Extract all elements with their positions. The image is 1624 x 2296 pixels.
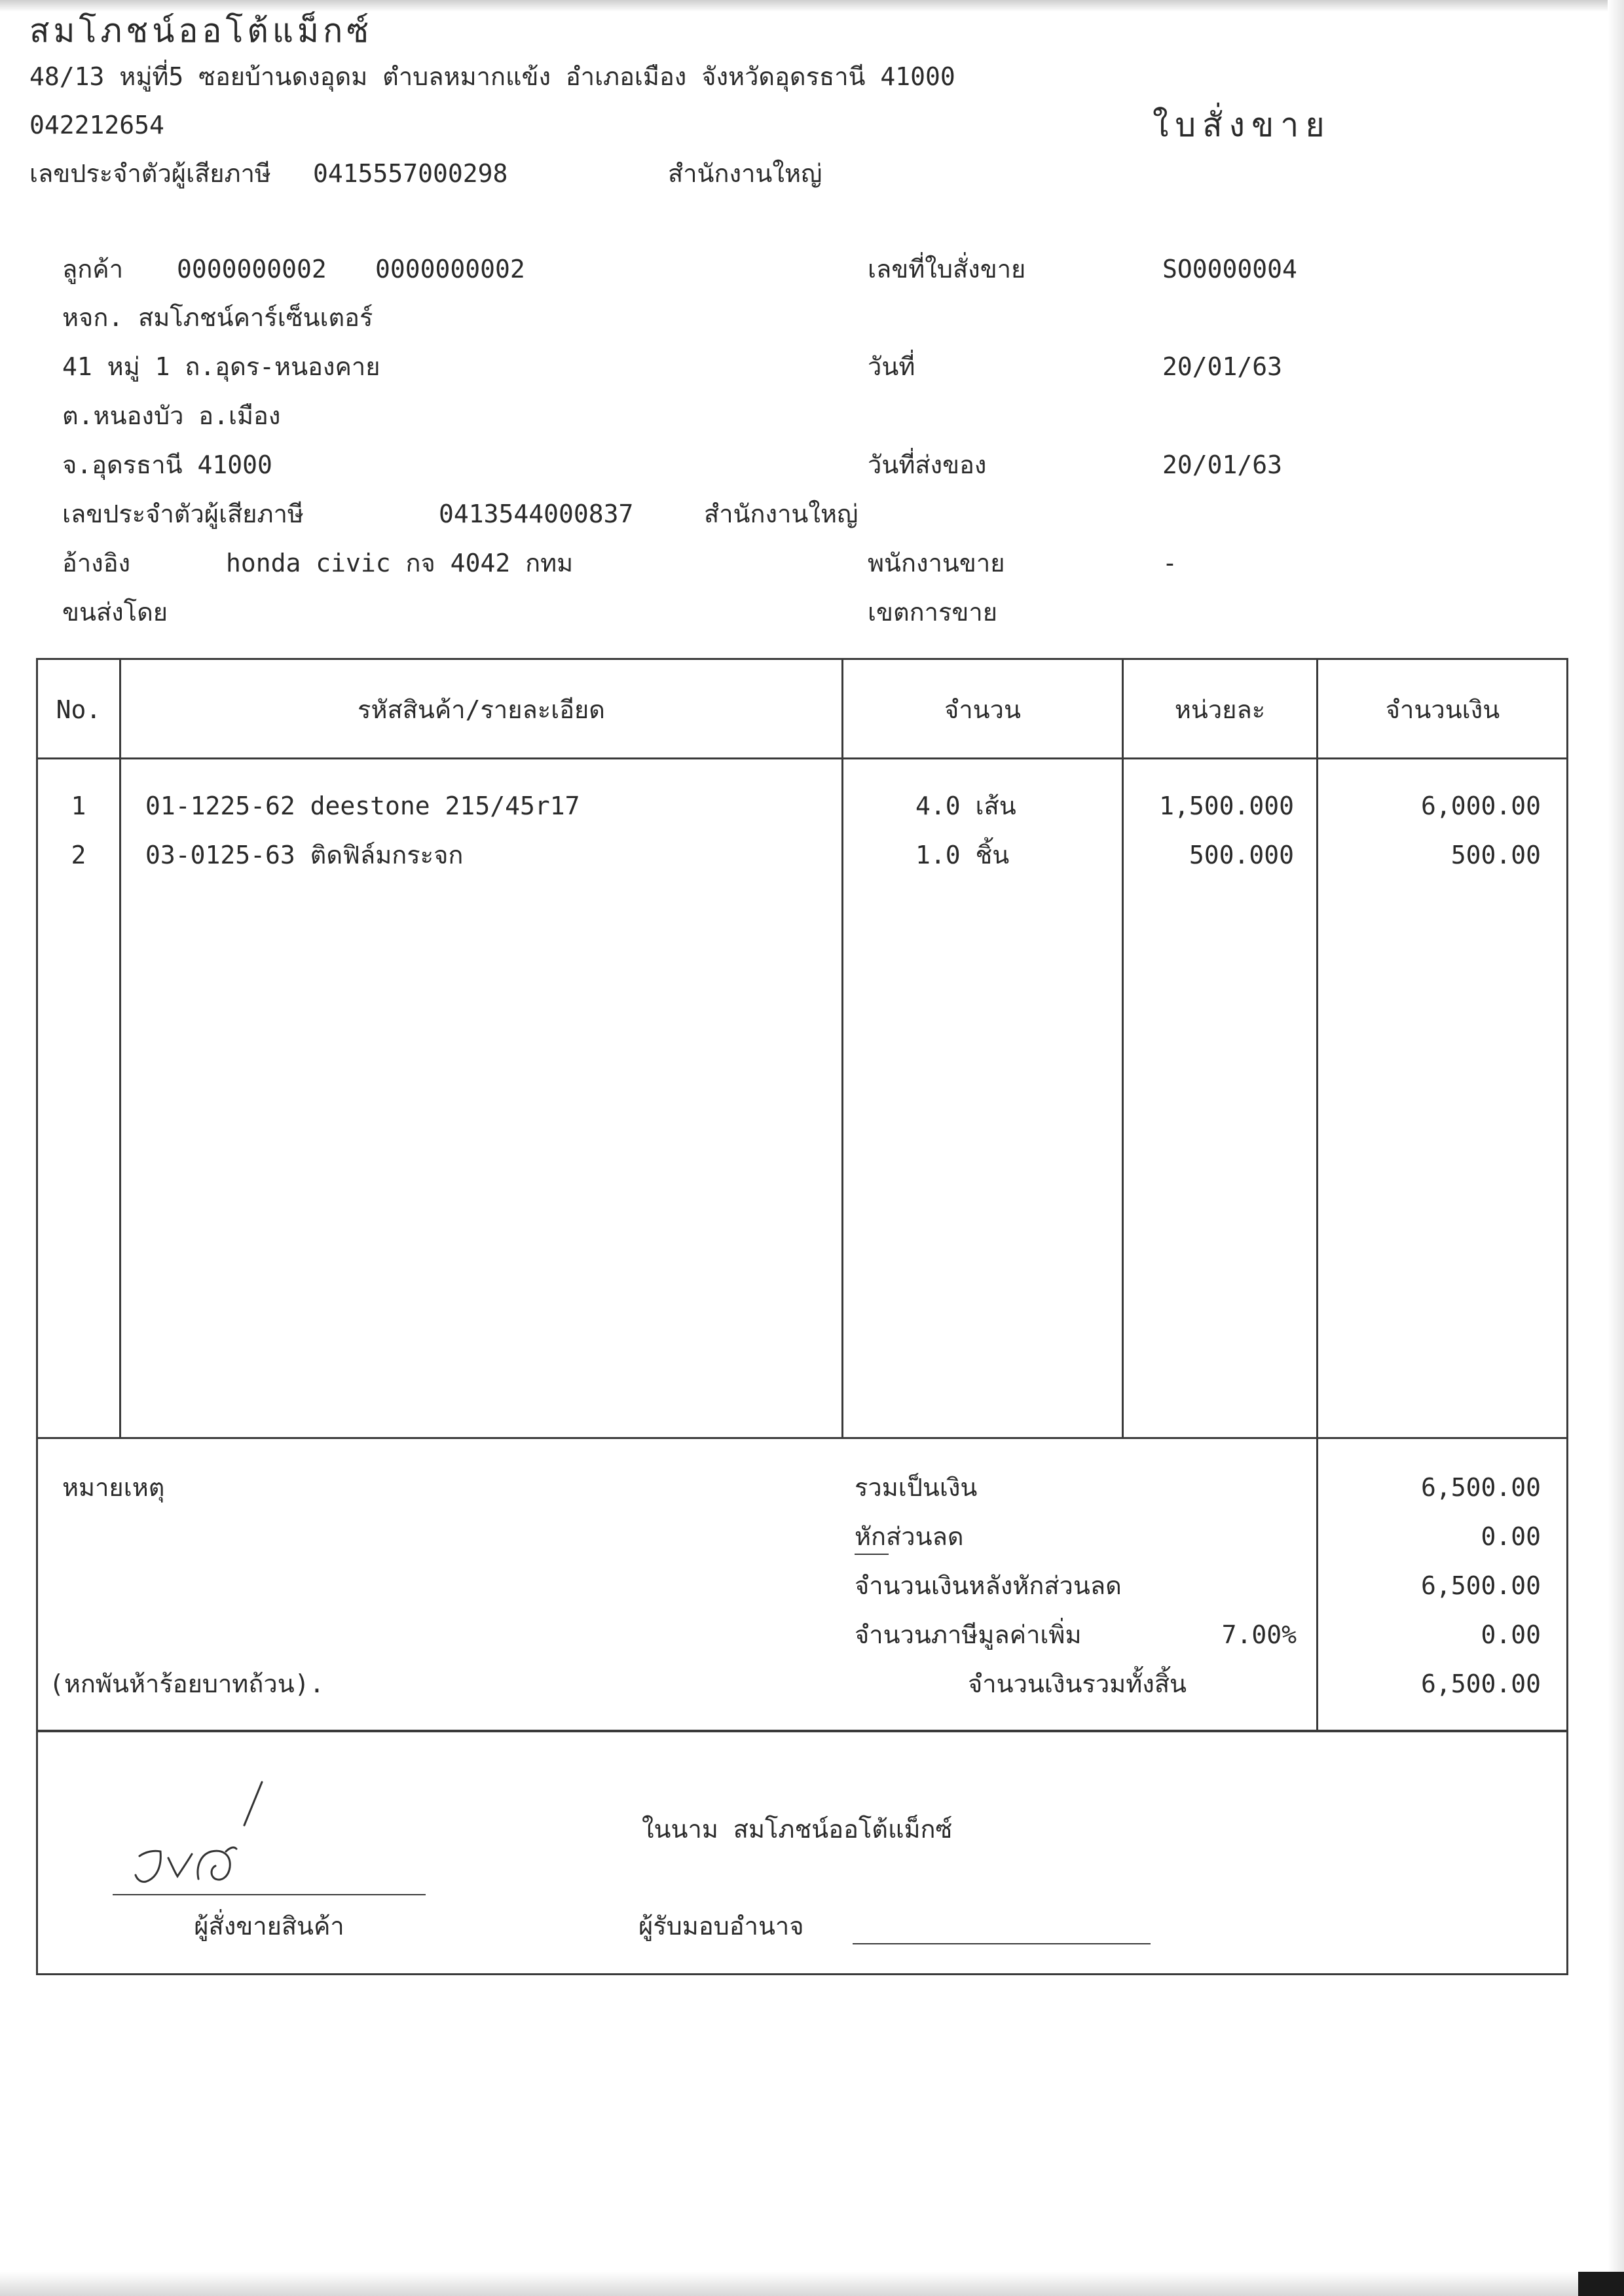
vat-value: 0.00 [1481,1620,1541,1649]
scan-corner [1578,2272,1624,2296]
company-tax-id: 0415557000298 [313,159,508,188]
order-date-label: วันที่ [868,352,915,381]
customer-code-1: 0000000002 [177,255,327,283]
discount-label: หักส่วนลด [855,1522,964,1551]
customer-branch: สำนักงานใหญ่ [704,500,858,528]
reference-value: honda civic กจ 4042 กทม [226,549,574,577]
salesperson-label: พนักงานขาย [868,549,1005,577]
company-phone: 042212654 [29,111,164,139]
header-no: No. [56,695,101,724]
company-tax-label: เลขประจำตัวผู้เสียภาษี [29,159,271,188]
header-quantity: จำนวน [944,695,1021,724]
salesperson: - [1162,549,1177,577]
scan-shadow-bottom [0,2272,1624,2296]
col-divider-desc [841,658,843,1438]
sales-area-label: เขตการขาย [868,598,997,627]
company-address: 48/13 หมู่ที่5 ซอยบ้านดงอุดม ตำบลหมากแข้ง อำเภอเมือง จังหวัดอุดรธานี 41000 [29,62,955,91]
company-name: สมโภชน์ออโต้แม็กซ์ [29,12,373,50]
authorized-signature-line [853,1943,1151,1944]
reference-label: อ้างอิง [62,549,131,577]
document-title: ใบสั่งขาย [1153,106,1331,144]
row-2-no: 2 [71,841,86,869]
discount-value: 0.00 [1481,1522,1541,1551]
customer-name: หจก. สมโภชน์คาร์เซ็นเตอร์ [62,303,373,332]
amount-in-words: (หกพันห้าร้อยบาทถ้วน). [49,1669,325,1698]
row-2-description: 03-0125-63 ติดฟิล์มกระจก [145,841,464,869]
orderer-label: ผู้สั่งขายสินค้า [194,1912,344,1941]
orderer-signature-line [113,1894,426,1895]
subtotal-value: 6,500.00 [1420,1473,1541,1502]
header-description: รหัสสินค้า/รายละเอียด [358,695,605,724]
customer-code-2: 0000000002 [375,255,525,283]
col-divider-price [1316,658,1318,1732]
delivery-date: 20/01/63 [1162,450,1283,479]
shipping-label: ขนส่งโดย [62,598,168,627]
order-number: SO0000004 [1162,255,1297,283]
row-1-quantity: 4.0 เส้น [915,792,1016,820]
after-discount-value: 6,500.00 [1420,1571,1541,1600]
customer-address-2: ต.หนองบัว อ.เมือง [62,401,281,430]
header-amount: จำนวนเงิน [1385,695,1500,724]
handwritten-signature [128,1774,285,1892]
header-unit-price: หน่วยละ [1174,695,1266,724]
total-label: จำนวนเงินรวมทั้งสิ้น [968,1669,1187,1698]
customer-address-3: จ.อุดรธานี 41000 [62,450,272,479]
total-value: 6,500.00 [1420,1669,1541,1698]
after-discount-label: จำนวนเงินหลังหักส่วนลด [855,1571,1122,1600]
customer-label: ลูกค้า [62,255,124,283]
row-2-amount: 500.00 [1450,841,1541,869]
authorized-label: ผู้รับมอบอำนาจ [638,1912,804,1941]
table-header-divider [36,757,1568,759]
col-divider-qty [1122,658,1124,1438]
company-branch: สำนักงานใหญ่ [668,159,822,188]
subtotal-label: รวมเป็นเงิน [855,1473,978,1502]
vat-rate: 7.00% [1221,1620,1297,1649]
customer-tax-id: 0413544000837 [439,500,634,528]
order-number-label: เลขที่ใบสั่งขาย [868,255,1026,283]
customer-tax-label: เลขประจำตัวผู้เสียภาษี [62,500,304,528]
row-1-no: 1 [71,792,86,820]
row-2-quantity: 1.0 ชิ้น [915,841,1010,869]
row-1-amount: 6,000.00 [1420,792,1541,820]
customer-address-1: 41 หมู่ 1 ถ.อุดร-หนองคาย [62,352,380,381]
scan-shadow-top [0,0,1624,12]
order-date: 20/01/63 [1162,352,1283,381]
row-1-unit-price: 1,500.000 [1159,792,1294,820]
remark-label: หมายเหตุ [62,1473,165,1502]
on-behalf-of: ในนาม สมโภชน์ออโต้แม็กซ์ [642,1815,953,1844]
scan-shadow-right [1608,0,1624,2296]
delivery-date-label: วันที่ส่งของ [868,450,987,479]
col-divider-no [119,658,121,1438]
discount-underline [855,1554,889,1555]
row-1-description: 01-1225-62 deestone 215/45r17 [145,792,580,820]
vat-label: จำนวนภาษีมูลค่าเพิ่ม [855,1620,1082,1649]
table-body-bottom [36,1437,1568,1439]
row-2-unit-price: 500.000 [1189,841,1294,869]
